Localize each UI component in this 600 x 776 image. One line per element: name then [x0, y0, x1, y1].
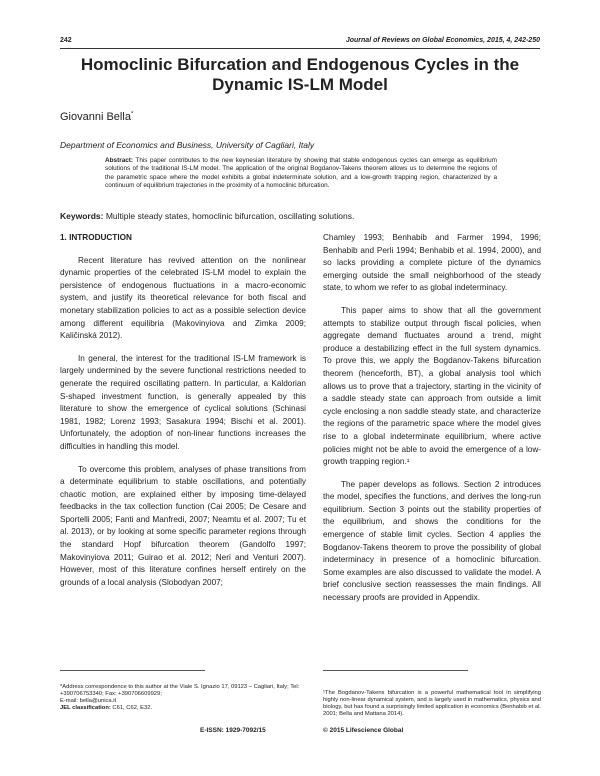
copyright: © 2015 Lifescience Global	[323, 727, 404, 734]
jel-codes: C61, C62, E32.	[112, 705, 153, 711]
keywords-block	[60, 211, 540, 221]
abstract-block	[105, 157, 497, 191]
left-column	[60, 232, 306, 599]
header-divider	[60, 48, 540, 49]
paragraph: To overcome this problem, analyses of phase transitions from a determinate equilibrium to stable oscillations, and potentially chaotic motion, are explained either by imposing time-delayed feedbacks in the tax collection function (Cai 2005; De Cesare and Sportelli 2005; Fanti and Manfredi, 2007; Neamtu et al. 2007; Tu et al. 2013), or by looking at some specific parameter regions through the standard Hopf bifurcation theorem (Gandolfo 1997; Makovinyiova 2011; Guirao et al. 2012; Neri and Venturi 2007). However, most of this literature confines herself entirely on the grounds of a local analysis (Slobodyan 2007;	[60, 464, 306, 587]
footnote-1: ¹The Bogdanov-Takens bifurcation is a powerful mathematical tool in simplifying highly non-linear dynamical system, and is largely used in mathematics, physics and biology, but has found a surprisingly limited application in economics (Benhabib et al. 2001; Bella and Mattana 2014).	[323, 690, 541, 717]
jel-label: JEL classification:	[60, 705, 111, 711]
author-line	[60, 111, 133, 123]
paragraph: The paper develops as follows. Section 2 introduces the model, specifies the functions, and derives the long-run equilibrium. Section 3 points out the stability properties of the equilibrium, and shows the conditions for the emergence of stable limit cycles. Section 4 applies the Bogdanov-Takens theorem to prove the possibility of global indeterminacy in presence of a homoclinic bifurcation. Some examples are also discussed to validate the model. A brief conclusive section reassesses the main findings. All necessary proofs are provided in Appendix.	[323, 479, 541, 603]
journal-citation: Journal of Reviews on Global Economics, 2015, 4, 242-250	[345, 37, 540, 44]
section-heading: 1. INTRODUCTION	[60, 233, 132, 242]
article-title: Homoclinic Bifurcation and Endogenous Cycles in the Dynamic IS-LM Model	[80, 55, 520, 94]
paragraph: This paper aims to show that all the government attempts to stabilize output through fiscal policies, when aggregate demand fluctuates around a trend, might produce a destabilizing effect in the full system dynamics. To prove this, we apply the Bogdanov-Takens bifurcation theorem (henceforth, BT), a global analysis tool which allows us to prove that a trajectory, starting in the vicinity of a saddle steady state can approach from outside a limit cycle enclosing a non saddle steady state, and characterize the regions of the parametric space where the model gives rise to a global indeterminate equilibrium, where active policies might not be able to avoid the emergence of a low-growth trapping region.¹	[323, 305, 541, 467]
affiliation: Department of Economics and Business, University of Cagliari, Italy	[60, 140, 315, 150]
page-number: 242	[60, 37, 72, 44]
author-footnote-mark[interactable]: *	[130, 111, 134, 118]
author-name: Giovanni Bella	[60, 111, 131, 123]
correspondence-footnote	[60, 684, 306, 712]
abstract-label: Abstract:	[105, 157, 134, 164]
paragraph: Chamley 1993; Benhabib and Farmer 1994, 1996; Benhabib and Perli 1994; Benhabib et al. 1994, 2000), and so lacks providing a complete picture of the dynamics emerging outside the small neighborhood of the steady state, to whom we refer to as global indeterminacy.	[323, 233, 541, 293]
issn: E-ISSN: 1929-7092/15	[200, 727, 266, 734]
footnote-divider-right	[323, 670, 468, 671]
paragraph: In general, the interest for the traditional IS-LM framework is largely undermined by the severe functional restrictions needed to generate the required oscillating pattern. In particular, a Kaldorian S-shaped investment function, is generally appealed by this literature to show the emergence of cyclical solutions (Schinasi 1981, 1982; Lorenz 1993; Sasakura 1994; Bischi et al. 2001). Unfortunately, the adoption of non-linear functions increases the difficulties in handling this model.	[60, 353, 306, 451]
keywords-label: Keywords:	[60, 211, 104, 221]
right-column	[323, 232, 541, 615]
keywords-text: Multiple steady states, homoclinic bifurcation, oscillating solutions.	[105, 211, 355, 221]
correspondence-email[interactable]: E-mail: bella@unica.it	[60, 698, 117, 704]
footnote-divider-left	[60, 670, 205, 671]
paragraph: Recent literature has revived attention on the nonlinear dynamic properties of the celebrated IS-LM model to explain the persistence of endogenous fluctuations in a macro-economic system, and justify its theoretical relevance for both fiscal and monetary stabilization policies to act as a possible selection device among different equilibria (Makovinyiova and Zimka 2009; Kaličinská 2012).	[60, 255, 306, 341]
correspondence-address: *Address correspondence to this author at the Viale S. Ignazio 17, 09123 – Cagliari, Italy; Tel: +390706753340; Fax: +390706609929;	[60, 684, 300, 697]
abstract-text: This paper contributes to the new keynesian literature by showing that stable endogenous cycles can emerge as equilibrium solutions of the traditional IS-LM model. The application of the original Bogdanov-Takens theorem allows us to determine the regions of the parametric space where the model exhibits a global indeterminate solution, and a low-growth trapping region, characterized by a continuum of equilibrium trajectories in the proximity of a homoclinic bifurcation.	[105, 157, 497, 190]
jel-line	[60, 705, 306, 712]
